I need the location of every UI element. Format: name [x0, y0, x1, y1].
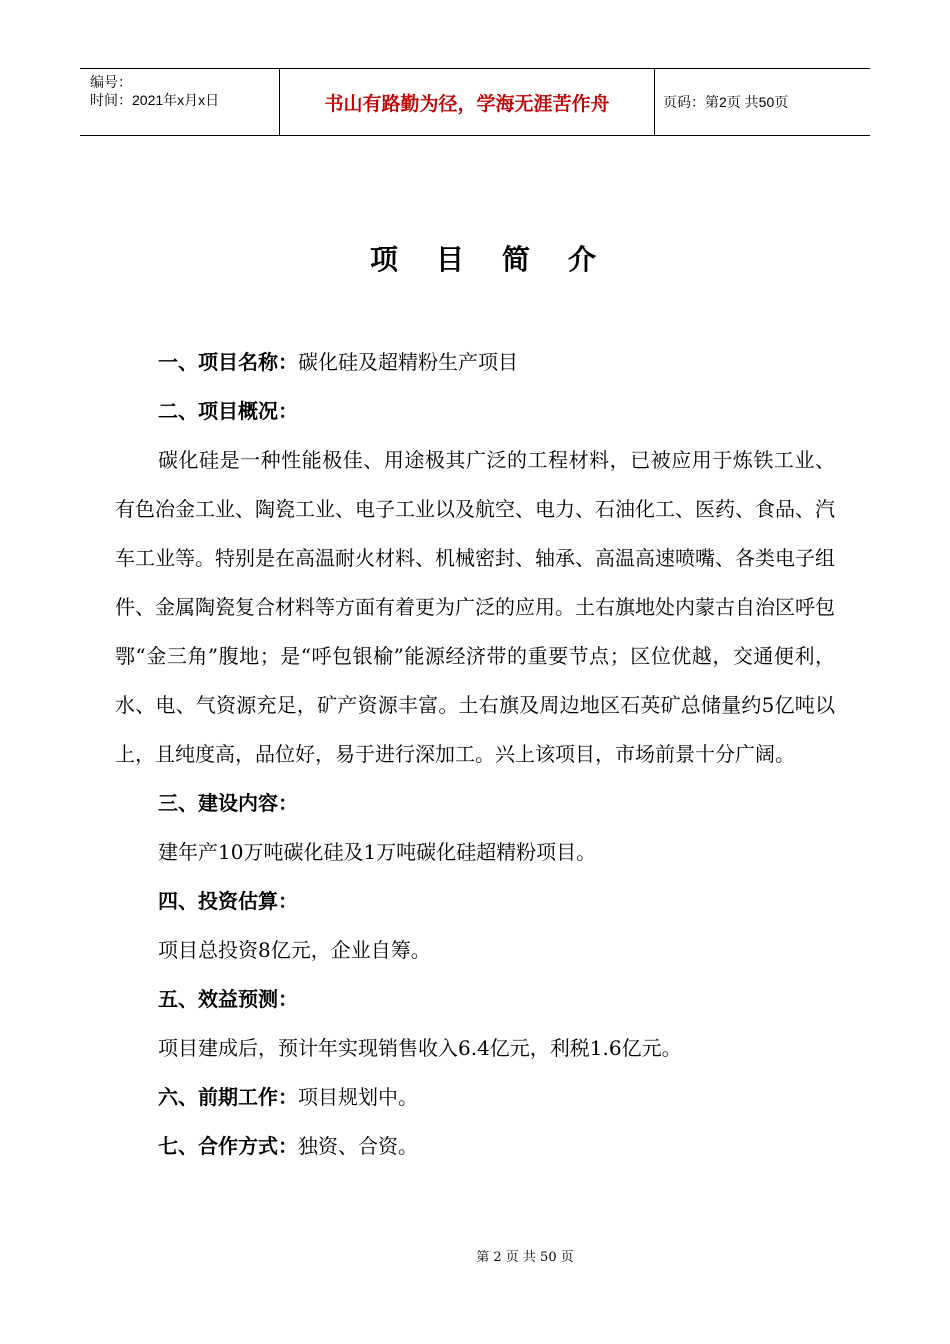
section-project-name [115, 338, 835, 387]
section-investment-heading [115, 877, 835, 926]
investment-text: 项目总投资8亿元，企业自筹。 [158, 938, 431, 962]
section-preliminary-work [115, 1073, 835, 1122]
section-heading: 七、合作方式： [158, 1134, 298, 1158]
section-overview-heading [115, 387, 835, 436]
page-header [80, 68, 870, 136]
time-label: 时间：2021年x月x日 [90, 92, 220, 108]
section-text: 项目规划中。 [298, 1085, 418, 1109]
section-heading: 六、前期工作： [158, 1085, 298, 1109]
section-cooperation [115, 1122, 835, 1171]
document-body [115, 338, 835, 1171]
section-heading: 三、建设内容： [158, 791, 298, 815]
benefit-text: 项目建成后，预计年实现销售收入6.4亿元，利税1.6亿元。 [158, 1036, 682, 1060]
header-meta [80, 69, 280, 135]
section-heading: 五、效益预测： [158, 987, 298, 1011]
section-benefit-heading [115, 975, 835, 1024]
section-text: 碳化硅及超精粉生产项目 [298, 350, 518, 374]
construction-text: 建年产10万吨碳化硅及1万吨碳化硅超精粉项目。 [158, 840, 597, 864]
page-footer: 第 2 页 共 50 页 [476, 1250, 574, 1265]
section-heading: 四、投资估算： [158, 889, 298, 913]
section-heading: 一、项目名称： [158, 350, 298, 374]
header-motto: 书山有路勤为径，学海无涯苦作舟 [280, 69, 655, 135]
section-text: 独资、合资。 [298, 1134, 418, 1158]
section-construction-heading [115, 779, 835, 828]
overview-paragraph: 碳化硅是一种性能极佳、用途极其广泛的工程材料，已被应用于炼铁工业、有色冶金工业、陶瓷工业、电子工业以及航空、电力、石油化工、医药、食品、汽车工业等。特别是在高温耐火材料、机械密封、轴承、高温高速喷嘴、各类电子组件、金属陶瓷复合材料等方面有着更为广泛的应用。土右旗地处内蒙古自治区呼包鄂“金三角”腹地；是“呼包银榆”能源经济带的重要节点；区位优越，交通便利，水、电、气资源充足，矿产资源丰富。土右旗及周边地区石英矿总储量约5亿吨以上，且纯度高，品位好，易于进行深加工。兴上该项目，市场前景十分广阔。 [115, 448, 835, 766]
number-label: 编号： [90, 74, 132, 90]
header-page-info: 页码：第2页 共50页 [663, 94, 789, 110]
section-heading: 二、项目概况： [158, 399, 298, 423]
page-title: 项目简介 [369, 243, 634, 276]
